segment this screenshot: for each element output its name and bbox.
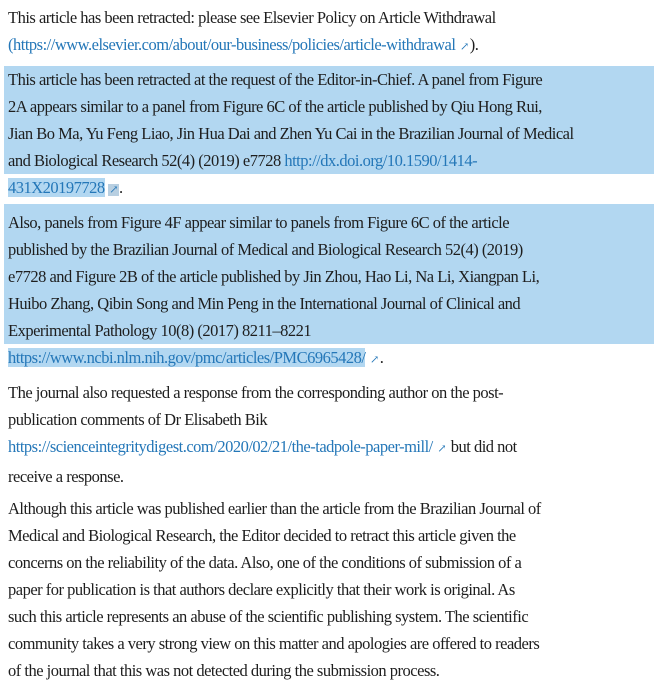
hyperlink[interactable]: http://dx.doi.org/10.1590/1414- (284, 151, 478, 170)
text-run: 2A appears similar to a panel from Figure 6C of the article published by Qiu Hong Rui, (8, 97, 542, 116)
external-link-icon[interactable]: ↗ (460, 41, 469, 53)
text-line (4, 630, 654, 657)
text-line (4, 209, 654, 236)
text-line (4, 263, 654, 290)
text-line (4, 120, 654, 147)
text-line (4, 603, 654, 630)
text-run: Medical and Biological Research, the Editor decided to retract this article given the (8, 526, 516, 545)
external-link-icon[interactable]: ↗ (109, 184, 119, 196)
text-run: such this article represents an abuse of the scientific publishing system. The scientific (8, 607, 529, 626)
text-run: This article has been retracted at the request of the Editor-in-Chief. A panel from Figure (8, 70, 543, 89)
text-run: receive a response. (8, 467, 124, 486)
text-run: published by the Brazilian Journal of Medical and Biological Research 52(4) (2019) (8, 240, 523, 259)
text-line (4, 379, 654, 406)
text-run: but did not (447, 437, 517, 456)
text-run: publication comments of Dr Elisabeth Bik (8, 410, 268, 429)
hyperlink[interactable]: ( (8, 35, 13, 54)
external-link-icon[interactable]: ↗ (437, 443, 447, 455)
text-line (4, 576, 654, 603)
text-line (4, 657, 654, 684)
text-line (4, 290, 654, 317)
text-line (4, 433, 654, 463)
hyperlink[interactable]: https://www.elsevier.com/about/our-business/policies/article-withdrawal (13, 35, 456, 54)
text-run: community takes a very strong view on this matter and apologies are offered to readers (8, 634, 540, 653)
text-run: e7728 and Figure 2B of the article published by Jin Zhou, Hao Li, Na Li, Xiangpan Li, (8, 267, 540, 286)
text-line (4, 344, 654, 374)
text-run: paper for publication is that authors declare explicitly that their work is original. As (8, 580, 515, 599)
text-line (4, 93, 654, 120)
text-run: Experimental Pathology 10(8) (2017) 8211–8221 (8, 321, 312, 340)
hyperlink[interactable]: 431X20197728 (8, 178, 105, 197)
text-run: Also, panels from Figure 4F appear similar to panels from Figure 6C of the article (8, 213, 510, 232)
text-run: Although this article was published earlier than the article from the Brazilian Journal of (8, 499, 541, 518)
text-line (4, 31, 654, 61)
text-line (4, 317, 654, 344)
text-line (4, 66, 654, 93)
text-line (4, 495, 654, 522)
text-line (4, 174, 654, 204)
text-line (4, 522, 654, 549)
text-line (4, 463, 654, 490)
text-line (4, 147, 654, 174)
text-line (4, 236, 654, 263)
text-run: . (379, 348, 384, 367)
text-run: This article has been retracted: please see Elsevier Policy on Article Withdrawal (8, 8, 496, 27)
text-run: ). (469, 35, 479, 54)
text-run: and Biological Research 52(4) (2019) e7728 (8, 151, 285, 170)
hyperlink[interactable]: https://www.ncbi.nlm.nih.gov/pmc/articles/PMC6965428/ (8, 348, 366, 367)
text-run: Huibo Zhang, Qibin Song and Min Peng in the International Journal of Clinical and (8, 294, 521, 313)
text-run: of the journal that this was not detected during the submission process. (8, 661, 440, 680)
text-line (4, 406, 654, 433)
external-link-icon[interactable]: ↗ (370, 354, 379, 366)
text-run: Jian Bo Ma, Yu Feng Liao, Jin Hua Dai and Zhen Yu Cai in the Brazilian Journal of Medical (8, 124, 574, 143)
text-run: The journal also requested a response from the corresponding author on the post- (8, 383, 504, 402)
hyperlink[interactable]: https://scienceintegritydigest.com/2020/02/21/the-tadpole-paper-mill/ (8, 437, 433, 456)
text-line (4, 549, 654, 576)
text-run: concerns on the reliability of the data. Also, one of the conditions of submission of a (8, 553, 522, 572)
text-line (4, 4, 654, 31)
text-run: . (119, 178, 123, 197)
